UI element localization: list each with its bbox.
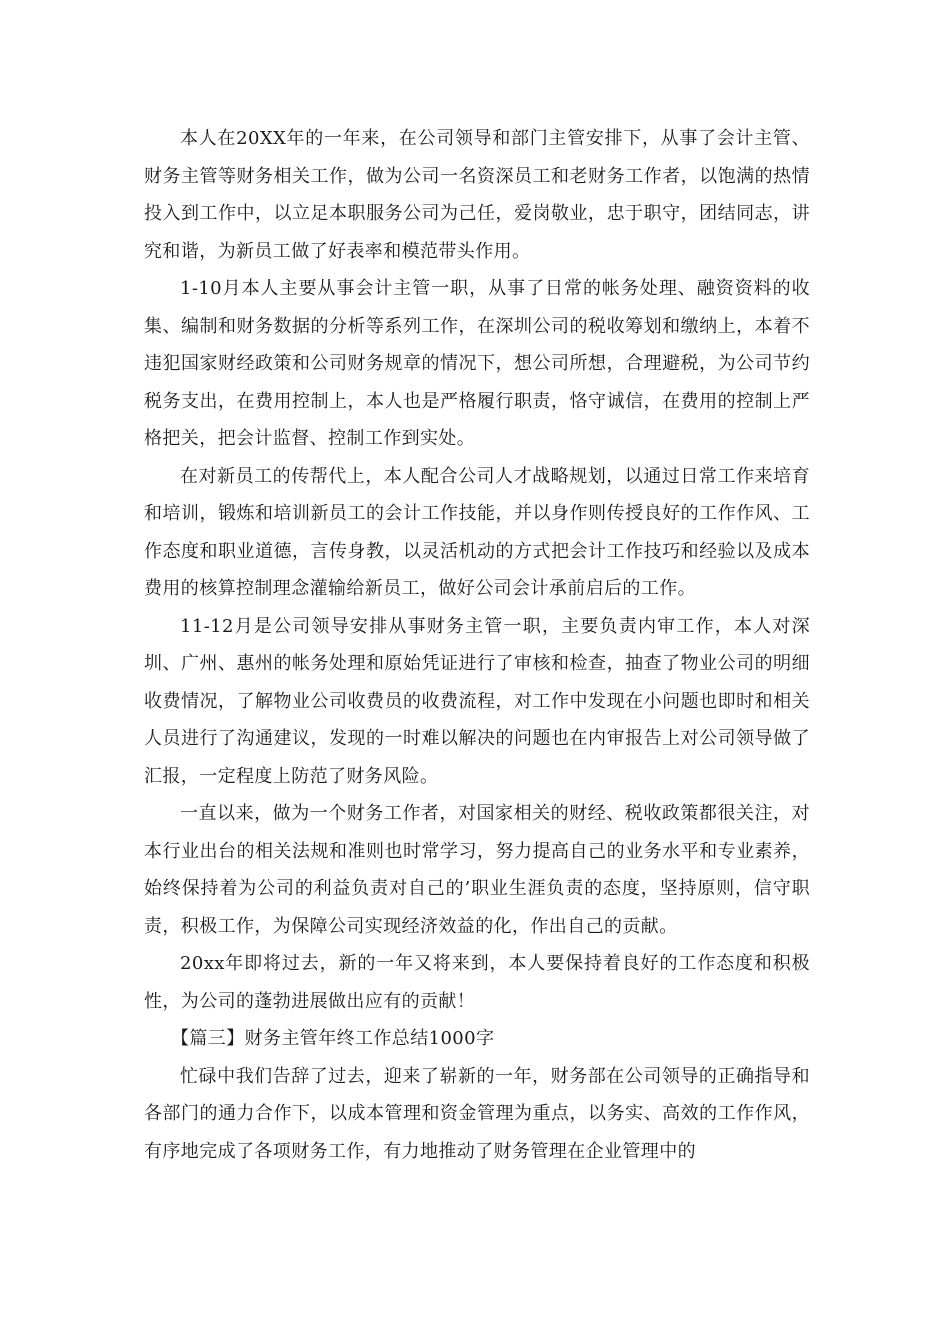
paragraph-1: 本人在20XX年的一年来，在公司领导和部门主管安排下，从事了会计主管、财务主管等财务相关工作，做为公司一名资深员工和老财务工作者，以饱满的热情投入到工作中，以立足本职服务公司为己任，爱岗敬业，忠于职守，团结同志，讲究和谐，为新员工做了好表率和模范带头作用。 <box>144 128 810 262</box>
paragraph-6: 20xx年即将过去，新的一年又将来到，本人要保持着良好的工作态度和积极性，为公司的蓬勃进展做出应有的贡献！ <box>144 953 810 1012</box>
paragraph-4: 11-12月是公司领导安排从事财务主管一职，主要负责内审工作，本人对深圳、广州、惠州的帐务处理和原始凭证进行了审核和检查，抽查了物业公司的明细收费情况，了解物业公司收费员的收费流程，对工作中发现在小问题也即时和相关人员进行了沟通建议，发现的一时难以解决的问题也在内审报告上对公司领导做了汇报，一定程度上防范了财务风险。 <box>144 615 810 787</box>
section-heading: 【篇三】财务主管年终工作总结1000字 <box>171 1028 495 1049</box>
document-body <box>144 120 810 1170</box>
paragraph-2: 1-10月本人主要从事会计主管一职，从事了日常的帐务处理、融资资料的收集、编制和财务数据的分析等系列工作，在深圳公司的税收筹划和缴纳上，本着不违犯国家财经政策和公司财务规章的情况下，想公司所想，合理避税，为公司节约税务支出，在费用控制上，本人也是严格履行职责，恪守诚信，在费用的控制上严格把关，把会计监督、控制工作到实处。 <box>144 278 810 449</box>
paragraph-3: 在对新员工的传帮代上，本人配合公司人才战略规划，以通过日常工作来培育和培训，锻炼和培训新员工的会计工作技能，并以身作则传授良好的工作作风、工作态度和职业道德，言传身教，以灵活机动的方式把会计工作技巧和经验以及成本费用的核算控制理念灌输给新员工，做好公司会计承前启后的工作。 <box>144 465 810 599</box>
paragraph-5: 一直以来，做为一个财务工作者，对国家相关的财经、税收政策都很关注，对本行业出台的相关法规和准则也时常学习，努力提高自己的业务水平和专业素养，始终保持着为公司的利益负责对自己的’职业生涯负责的态度，坚持原则，信守职责，积极工作，为保障公司实现经济效益的化，作出自己的贡献。 <box>144 803 810 937</box>
paragraph-7: 忙碌中我们告辞了过去，迎来了崭新的一年，财务部在公司领导的正确指导和各部门的通力合作下，以成本管理和资金管理为重点，以务实、高效的工作作风，有序地完成了各项财务工作，有力地推动了财务管理在企业管理中的 <box>144 1065 810 1162</box>
